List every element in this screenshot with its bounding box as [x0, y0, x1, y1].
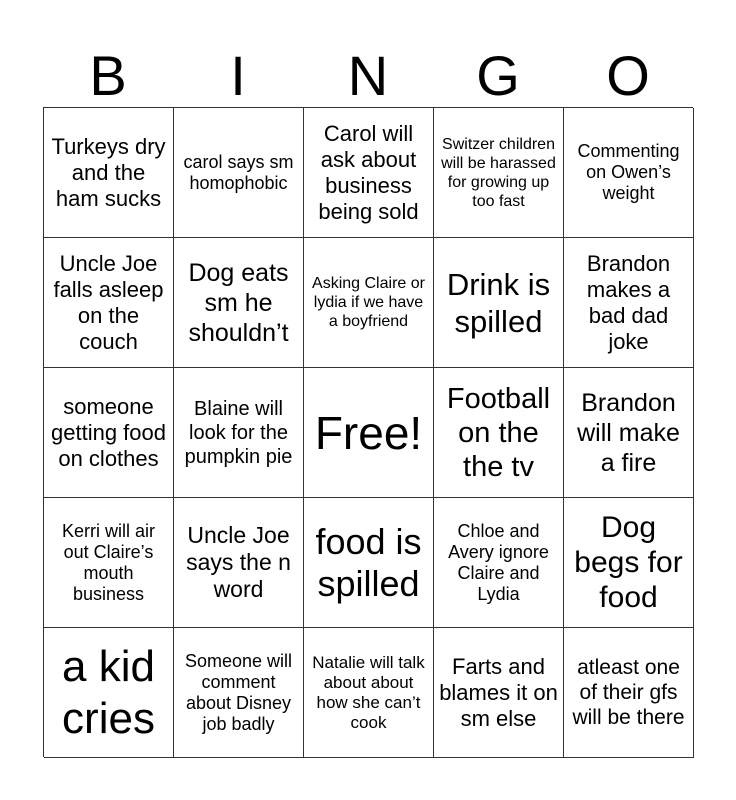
header-letter-n: N — [347, 44, 389, 107]
bingo-cell[interactable] — [174, 238, 304, 368]
bingo-cell-text: Carol will ask about business being sold — [318, 120, 419, 224]
bingo-cell[interactable] — [564, 108, 694, 238]
bingo-cell[interactable] — [434, 628, 564, 758]
bingo-cell-text: Uncle Joe falls asleep on the couch — [53, 250, 164, 354]
bingo-cell-text: Farts and blames it on sm else — [439, 653, 558, 731]
bingo-cell-text: someone getting food on clothes — [51, 393, 166, 471]
bingo-cell-text: Turkeys dry and the ham sucks — [51, 133, 166, 211]
bingo-cell-text: Someone will comment about Disney job badly — [184, 650, 293, 734]
bingo-cell-text: carol says sm homophobic — [183, 151, 294, 193]
bingo-cell[interactable] — [304, 238, 434, 368]
bingo-cell-text: Kerri will air out Claire’s mouth business — [61, 520, 155, 604]
bingo-cell[interactable] — [564, 628, 694, 758]
bingo-cell[interactable] — [434, 238, 564, 368]
bingo-cell-text: Football on the the tv — [446, 382, 551, 483]
bingo-cell-text: Uncle Joe says the n word — [186, 522, 291, 602]
bingo-cell[interactable] — [174, 108, 304, 238]
bingo-cell[interactable] — [564, 498, 694, 628]
bingo-cell[interactable] — [44, 368, 174, 498]
bingo-cell-text: atleast one of their gfs will be there — [572, 656, 685, 729]
bingo-cell[interactable] — [434, 368, 564, 498]
bingo-cell[interactable] — [564, 368, 694, 498]
bingo-cell[interactable] — [434, 498, 564, 628]
bingo-cell-text: Commenting on Owen’s weight — [577, 141, 680, 203]
bingo-board — [43, 107, 693, 757]
bingo-cell-text: Brandon will make a fire — [577, 388, 680, 477]
bingo-cell[interactable] — [304, 368, 434, 498]
bingo-cell-text: Switzer children will be harassed for growing up too fast — [441, 135, 556, 210]
bingo-cell[interactable] — [304, 628, 434, 758]
bingo-cell-text: Chloe and Avery ignore Claire and Lydia — [448, 520, 549, 604]
bingo-cell-text: Natalie will talk about about how she can’t cook — [312, 652, 425, 732]
bingo-cell-text: Dog eats sm he shouldn’t — [188, 258, 289, 347]
header-letter-g: G — [476, 44, 520, 107]
bingo-cell-text: Free! — [314, 406, 423, 459]
bingo-cell[interactable] — [434, 108, 564, 238]
bingo-cell[interactable] — [44, 238, 174, 368]
bingo-cell[interactable] — [174, 628, 304, 758]
bingo-cell-text: food is spilled — [315, 520, 422, 604]
header-letter-i: I — [230, 44, 246, 107]
bingo-cell-text: Dog begs for food — [574, 511, 683, 614]
bingo-cell[interactable] — [304, 498, 434, 628]
bingo-cell[interactable] — [564, 238, 694, 368]
bingo-cell[interactable] — [174, 368, 304, 498]
header-letter-o: O — [606, 44, 650, 107]
bingo-cell[interactable] — [44, 108, 174, 238]
bingo-cell-text: Asking Claire or lydia if we have a boyfriend — [312, 275, 425, 330]
bingo-cell[interactable] — [174, 498, 304, 628]
bingo-cell-text: Drink is spilled — [446, 266, 551, 339]
bingo-cell-text: Blaine will look for the pumpkin pie — [184, 397, 293, 468]
bingo-cell[interactable] — [304, 108, 434, 238]
bingo-cell[interactable] — [44, 498, 174, 628]
bingo-header — [43, 44, 693, 108]
bingo-cell[interactable] — [44, 628, 174, 758]
bingo-cell-text: Brandon makes a bad dad joke — [586, 250, 671, 354]
header-letter-b: B — [89, 44, 127, 107]
bingo-cell-text: a kid cries — [62, 641, 155, 743]
